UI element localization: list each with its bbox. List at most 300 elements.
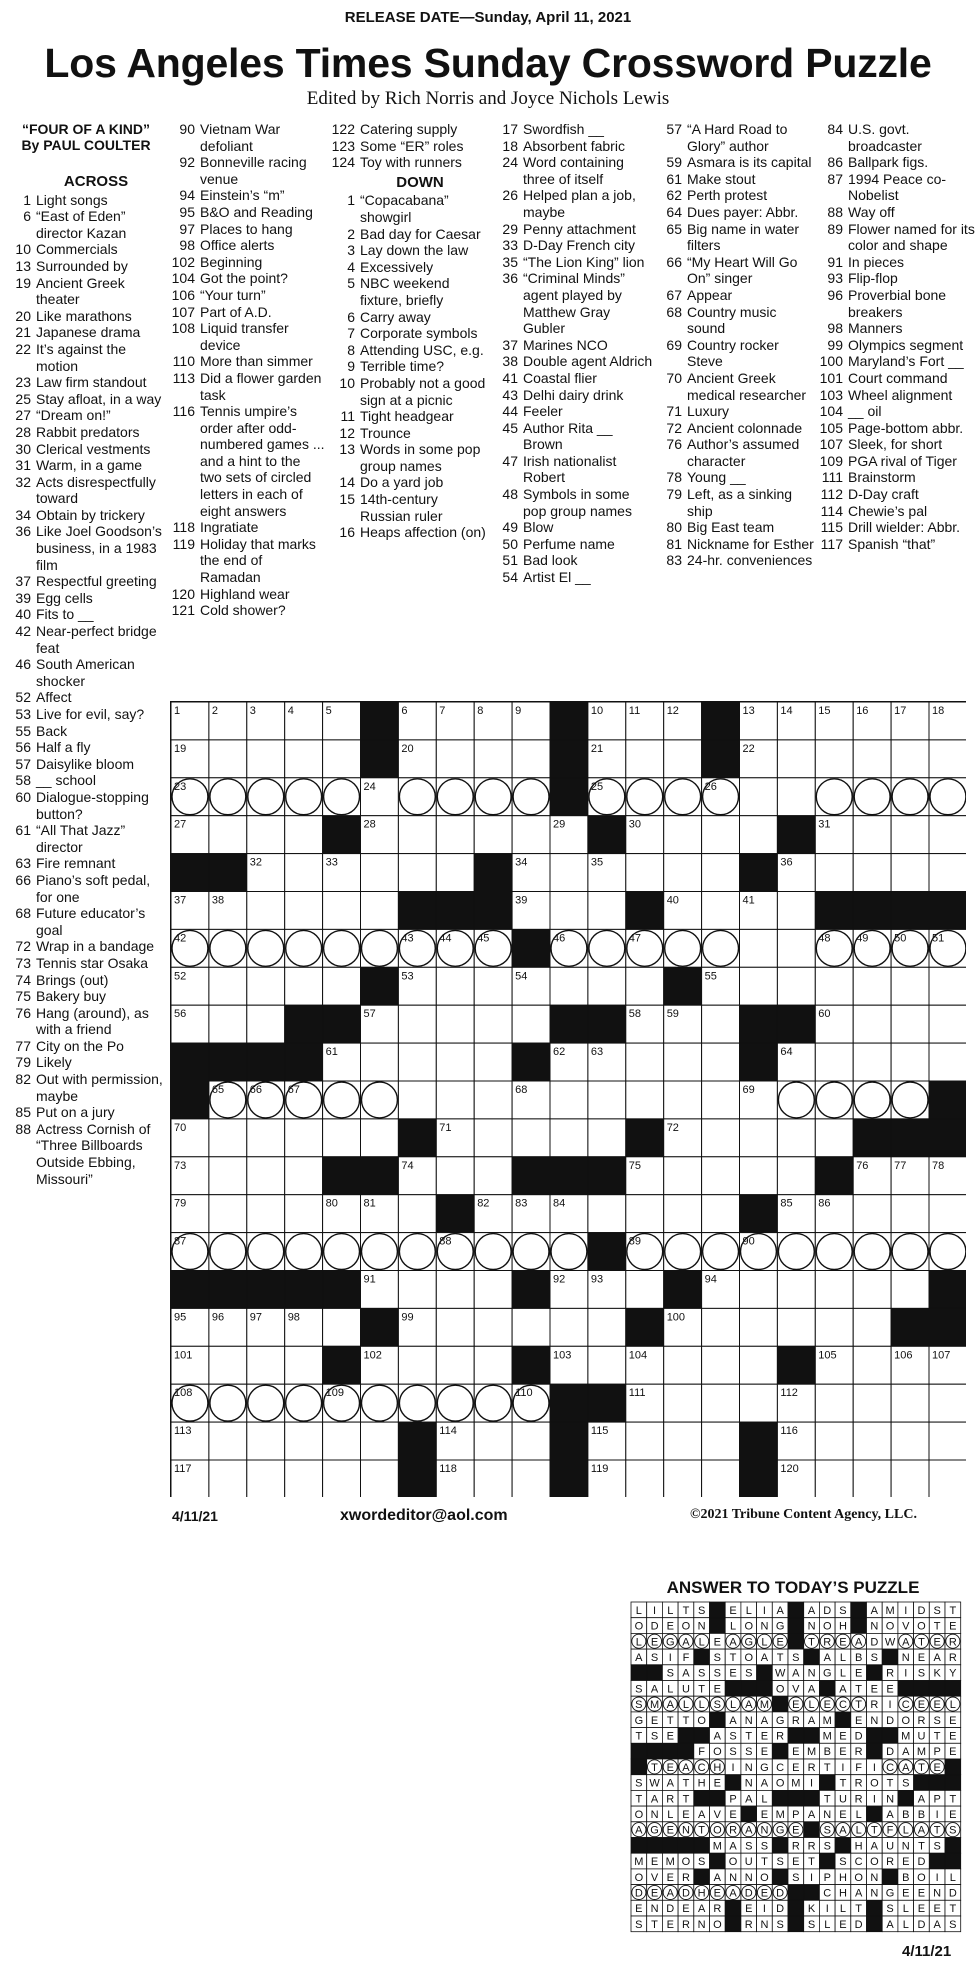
down-clue-16[interactable] [330,524,490,541]
grid-cell[interactable] [929,816,966,854]
grid-cell[interactable] [550,1233,588,1271]
grid-cell[interactable] [474,740,512,778]
across-clue-73[interactable] [6,955,166,972]
down-clue-7[interactable] [330,325,490,342]
grid-cell[interactable] [247,1346,285,1384]
down-clue-38[interactable] [493,353,653,370]
grid-cell[interactable] [815,778,853,816]
grid-cell[interactable] [664,1460,702,1497]
grid-cell[interactable] [436,1308,474,1346]
grid-cell[interactable] [702,816,740,854]
across-clue-23[interactable] [6,374,166,391]
grid-cell[interactable] [323,1119,361,1157]
grid-cell[interactable] [853,1346,891,1384]
grid-cell[interactable] [285,1346,323,1384]
grid-cell[interactable] [664,1346,702,1384]
across-clue-30[interactable] [6,441,166,458]
grid-cell[interactable] [209,1384,247,1422]
grid-cell[interactable] [664,1081,702,1119]
down-clue-79[interactable] [657,486,815,519]
grid-cell[interactable] [474,1043,512,1081]
across-clue-42[interactable] [6,623,166,656]
grid-cell[interactable] [929,1195,966,1233]
grid-cell[interactable] [398,854,436,892]
grid-cell[interactable] [588,1308,626,1346]
grid-cell[interactable] [777,778,815,816]
down-clue-59[interactable] [657,154,815,171]
grid-cell[interactable] [512,1233,550,1271]
grid-cell[interactable] [740,816,778,854]
grid-cell[interactable] [398,1043,436,1081]
across-clue-57[interactable] [6,756,166,773]
down-clue-51[interactable] [493,552,653,569]
across-clue-74[interactable] [6,972,166,989]
grid-cell[interactable] [398,1005,436,1043]
grid-cell[interactable] [361,1460,399,1497]
grid-cell[interactable] [474,1460,512,1497]
down-clue-29[interactable] [493,221,653,238]
grid-cell[interactable] [209,1157,247,1195]
across-clue-110[interactable] [170,353,325,370]
across-clue-123[interactable] [330,138,490,155]
across-clue-61[interactable] [6,822,166,855]
grid-cell[interactable] [550,967,588,1005]
grid-cell[interactable] [891,1460,929,1497]
down-clue-4[interactable] [330,259,490,276]
grid-cell[interactable] [285,1460,323,1497]
grid-cell[interactable] [702,929,740,967]
across-clue-27[interactable] [6,407,166,424]
grid-cell[interactable] [474,1081,512,1119]
grid-cell[interactable] [550,892,588,930]
across-clue-68[interactable] [6,905,166,938]
down-clue-115[interactable] [818,519,976,536]
down-clue-84[interactable] [818,121,976,154]
down-clue-107[interactable] [818,436,976,453]
down-clue-62[interactable] [657,187,815,204]
down-clue-96[interactable] [818,287,976,320]
down-clue-89[interactable] [818,221,976,254]
grid-cell[interactable] [436,740,474,778]
down-clue-72[interactable] [657,420,815,437]
grid-cell[interactable] [436,1043,474,1081]
grid-cell[interactable] [323,892,361,930]
down-clue-83[interactable] [657,552,815,569]
grid-cell[interactable] [474,1119,512,1157]
down-clue-33[interactable] [493,237,653,254]
grid-cell[interactable] [285,816,323,854]
grid-cell[interactable] [588,892,626,930]
down-clue-49[interactable] [493,519,653,536]
grid-cell[interactable] [664,1384,702,1422]
grid-cell[interactable] [209,816,247,854]
across-clue-121[interactable] [170,602,325,619]
grid-cell[interactable] [512,1005,550,1043]
grid-cell[interactable] [777,740,815,778]
grid-cell[interactable] [626,1271,664,1309]
across-clue-118[interactable] [170,519,325,536]
grid-cell[interactable] [285,1119,323,1157]
down-clue-93[interactable] [818,270,976,287]
grid-cell[interactable] [853,740,891,778]
grid-cell[interactable] [285,740,323,778]
grid-cell[interactable] [512,816,550,854]
grid-cell[interactable] [474,816,512,854]
grid-cell[interactable] [702,1119,740,1157]
grid-cell[interactable] [398,1346,436,1384]
grid-cell[interactable] [285,1422,323,1460]
grid-cell[interactable] [436,854,474,892]
grid-cell[interactable] [815,740,853,778]
down-clue-105[interactable] [818,420,976,437]
across-clue-104[interactable] [170,270,325,287]
grid-cell[interactable] [929,1460,966,1497]
grid-cell[interactable] [891,967,929,1005]
across-clue-32[interactable] [6,474,166,507]
grid-cell[interactable] [777,1081,815,1119]
grid-cell[interactable] [323,1460,361,1497]
across-clue-10[interactable] [6,241,166,258]
across-clue-82[interactable] [6,1071,166,1104]
down-clue-57[interactable] [657,121,815,154]
grid-cell[interactable] [664,1043,702,1081]
grid-cell[interactable] [588,1119,626,1157]
down-clue-111[interactable] [818,469,976,486]
grid-cell[interactable] [436,1005,474,1043]
down-clue-6[interactable] [330,309,490,326]
grid-cell[interactable] [361,1233,399,1271]
grid-cell[interactable] [777,967,815,1005]
grid-cell[interactable] [209,1233,247,1271]
grid-cell[interactable] [398,1271,436,1309]
grid-cell[interactable] [247,1195,285,1233]
grid-cell[interactable] [247,816,285,854]
down-clue-18[interactable] [493,138,653,155]
grid-cell[interactable] [626,1195,664,1233]
across-clue-19[interactable] [6,275,166,308]
grid-cell[interactable] [853,1460,891,1497]
grid-cell[interactable] [929,854,966,892]
down-clue-76[interactable] [657,436,815,469]
across-clue-20[interactable] [6,308,166,325]
across-clue-76[interactable] [6,1005,166,1038]
across-clue-88[interactable] [6,1121,166,1187]
across-clue-66[interactable] [6,872,166,905]
grid-cell[interactable] [702,1043,740,1081]
across-clue-53[interactable] [6,706,166,723]
grid-cell[interactable] [474,1233,512,1271]
across-clue-98[interactable] [170,237,325,254]
grid-cell[interactable] [891,1233,929,1271]
grid-cell[interactable] [361,929,399,967]
grid-cell[interactable] [702,1081,740,1119]
grid-cell[interactable] [815,1043,853,1081]
grid-cell[interactable] [512,740,550,778]
grid-cell[interactable] [853,1308,891,1346]
grid-cell[interactable] [626,1081,664,1119]
grid-cell[interactable] [891,1043,929,1081]
grid-cell[interactable] [474,1384,512,1422]
grid-cell[interactable] [777,1233,815,1271]
down-clue-26[interactable] [493,187,653,220]
grid-cell[interactable] [740,967,778,1005]
down-clue-67[interactable] [657,287,815,304]
grid-cell[interactable] [664,778,702,816]
grid-cell[interactable] [891,1384,929,1422]
grid-cell[interactable] [777,1119,815,1157]
grid-cell[interactable] [891,1081,929,1119]
grid-cell[interactable] [626,854,664,892]
grid-cell[interactable] [853,1384,891,1422]
grid-cell[interactable] [777,929,815,967]
grid-cell[interactable] [588,1195,626,1233]
grid-cell[interactable] [740,1384,778,1422]
down-clue-78[interactable] [657,469,815,486]
grid-cell[interactable] [323,967,361,1005]
grid-cell[interactable] [777,1157,815,1195]
across-clue-77[interactable] [6,1038,166,1055]
grid-cell[interactable] [815,1308,853,1346]
grid-cell[interactable] [664,1157,702,1195]
grid-cell[interactable] [626,1460,664,1497]
grid-cell[interactable] [815,1119,853,1157]
grid-cell[interactable] [512,778,550,816]
grid-cell[interactable] [929,740,966,778]
grid-cell[interactable] [209,929,247,967]
grid-cell[interactable] [247,1119,285,1157]
grid-cell[interactable] [209,1119,247,1157]
grid-cell[interactable] [323,1422,361,1460]
down-clue-86[interactable] [818,154,976,171]
grid-cell[interactable] [702,1422,740,1460]
grid-cell[interactable] [285,1233,323,1271]
grid-cell[interactable] [853,1005,891,1043]
grid-cell[interactable] [853,854,891,892]
down-clue-61[interactable] [657,171,815,188]
grid-cell[interactable] [247,1157,285,1195]
grid-cell[interactable] [209,1195,247,1233]
grid-cell[interactable] [626,740,664,778]
down-clue-70[interactable] [657,370,815,403]
grid-cell[interactable] [285,892,323,930]
down-clue-87[interactable] [818,171,976,204]
grid-cell[interactable] [702,1157,740,1195]
grid-cell[interactable] [702,1460,740,1497]
grid-cell[interactable] [664,1233,702,1271]
down-clue-5[interactable] [330,275,490,308]
grid-cell[interactable] [474,967,512,1005]
across-clue-75[interactable] [6,988,166,1005]
crossword-grid[interactable] [170,701,966,1497]
grid-cell[interactable] [588,967,626,1005]
grid-cell[interactable] [664,1195,702,1233]
across-clue-28[interactable] [6,424,166,441]
across-clue-40[interactable] [6,606,166,623]
grid-cell[interactable] [853,816,891,854]
grid-cell[interactable] [474,778,512,816]
grid-cell[interactable] [209,1346,247,1384]
grid-cell[interactable] [361,1384,399,1422]
grid-cell[interactable] [929,967,966,1005]
across-clue-97[interactable] [170,221,325,238]
grid-cell[interactable] [361,892,399,930]
grid-cell[interactable] [853,1233,891,1271]
grid-cell[interactable] [247,740,285,778]
grid-cell[interactable] [891,1195,929,1233]
down-clue-24[interactable] [493,154,653,187]
grid-cell[interactable] [398,1081,436,1119]
grid-cell[interactable] [398,1195,436,1233]
down-clue-80[interactable] [657,519,815,536]
grid-cell[interactable] [702,892,740,930]
grid-cell[interactable] [512,1422,550,1460]
grid-cell[interactable] [664,854,702,892]
grid-cell[interactable] [815,1081,853,1119]
across-clue-108[interactable] [170,320,325,353]
grid-cell[interactable] [815,1233,853,1271]
grid-cell[interactable] [588,929,626,967]
down-clue-10[interactable] [330,375,490,408]
grid-cell[interactable] [247,778,285,816]
grid-cell[interactable] [891,1422,929,1460]
grid-cell[interactable] [285,967,323,1005]
grid-cell[interactable] [474,1422,512,1460]
down-clue-13[interactable] [330,441,490,474]
down-clue-1[interactable] [330,192,490,225]
down-clue-3[interactable] [330,242,490,259]
grid-cell[interactable] [891,1005,929,1043]
grid-cell[interactable] [285,929,323,967]
across-clue-122[interactable] [330,121,490,138]
down-clue-11[interactable] [330,408,490,425]
grid-cell[interactable] [740,1119,778,1157]
down-clue-64[interactable] [657,204,815,221]
grid-cell[interactable] [436,1271,474,1309]
across-clue-6[interactable] [6,208,166,241]
grid-cell[interactable] [929,1005,966,1043]
across-clue-36[interactable] [6,523,166,573]
grid-cell[interactable] [588,1081,626,1119]
grid-cell[interactable] [361,854,399,892]
grid-cell[interactable] [285,854,323,892]
down-clue-100[interactable] [818,353,976,370]
grid-cell[interactable] [361,1043,399,1081]
grid-cell[interactable] [740,1308,778,1346]
down-clue-54[interactable] [493,569,653,586]
down-clue-66[interactable] [657,254,815,287]
grid-cell[interactable] [285,778,323,816]
grid-cell[interactable] [436,1081,474,1119]
down-clue-88[interactable] [818,204,976,221]
down-clue-43[interactable] [493,387,653,404]
grid-cell[interactable] [702,1346,740,1384]
across-clue-25[interactable] [6,391,166,408]
grid-cell[interactable] [436,967,474,1005]
across-clue-124[interactable] [330,154,490,171]
across-clue-31[interactable] [6,457,166,474]
grid-cell[interactable] [929,1043,966,1081]
down-clue-45[interactable] [493,420,653,453]
grid-cell[interactable] [702,1005,740,1043]
grid-cell[interactable] [891,740,929,778]
across-clue-39[interactable] [6,590,166,607]
across-clue-22[interactable] [6,341,166,374]
across-clue-90[interactable] [170,121,325,154]
down-clue-15[interactable] [330,491,490,524]
grid-cell[interactable] [285,1195,323,1233]
across-clue-46[interactable] [6,656,166,689]
grid-cell[interactable] [740,1157,778,1195]
grid-cell[interactable] [323,929,361,967]
across-clue-119[interactable] [170,536,325,586]
grid-cell[interactable] [740,929,778,967]
grid-cell[interactable] [702,1384,740,1422]
grid-cell[interactable] [512,1308,550,1346]
grid-cell[interactable] [891,778,929,816]
grid-cell[interactable] [853,1043,891,1081]
across-clue-113[interactable] [170,370,325,403]
across-clue-116[interactable] [170,403,325,519]
across-clue-37[interactable] [6,573,166,590]
down-clue-101[interactable] [818,370,976,387]
grid-cell[interactable] [512,1460,550,1497]
grid-cell[interactable] [209,740,247,778]
grid-cell[interactable] [777,892,815,930]
grid-cell[interactable] [209,778,247,816]
grid-cell[interactable] [436,816,474,854]
across-clue-85[interactable] [6,1104,166,1121]
grid-cell[interactable] [626,778,664,816]
grid-cell[interactable] [550,1119,588,1157]
grid-cell[interactable] [361,1081,399,1119]
across-clue-92[interactable] [170,154,325,187]
across-clue-13[interactable] [6,258,166,275]
down-clue-99[interactable] [818,337,976,354]
grid-cell[interactable] [474,1271,512,1309]
across-clue-55[interactable] [6,723,166,740]
grid-cell[interactable] [777,1271,815,1309]
down-clue-103[interactable] [818,387,976,404]
grid-cell[interactable] [436,778,474,816]
down-clue-35[interactable] [493,254,653,271]
grid-cell[interactable] [664,1422,702,1460]
grid-cell[interactable] [702,1195,740,1233]
down-clue-37[interactable] [493,337,653,354]
down-clue-8[interactable] [330,342,490,359]
across-clue-72[interactable] [6,938,166,955]
down-clue-81[interactable] [657,536,815,553]
grid-cell[interactable] [891,1271,929,1309]
grid-cell[interactable] [247,1384,285,1422]
grid-cell[interactable] [474,1346,512,1384]
down-clue-48[interactable] [493,486,653,519]
grid-cell[interactable] [474,1005,512,1043]
grid-cell[interactable] [436,1157,474,1195]
grid-cell[interactable] [247,1422,285,1460]
down-clue-9[interactable] [330,358,490,375]
grid-cell[interactable] [702,854,740,892]
grid-cell[interactable] [398,1384,436,1422]
down-clue-41[interactable] [493,370,653,387]
grid-cell[interactable] [209,967,247,1005]
down-clue-98[interactable] [818,320,976,337]
grid-cell[interactable] [853,967,891,1005]
grid-cell[interactable] [740,778,778,816]
grid-cell[interactable] [815,854,853,892]
grid-cell[interactable] [436,1346,474,1384]
grid-cell[interactable] [853,1081,891,1119]
grid-cell[interactable] [664,816,702,854]
